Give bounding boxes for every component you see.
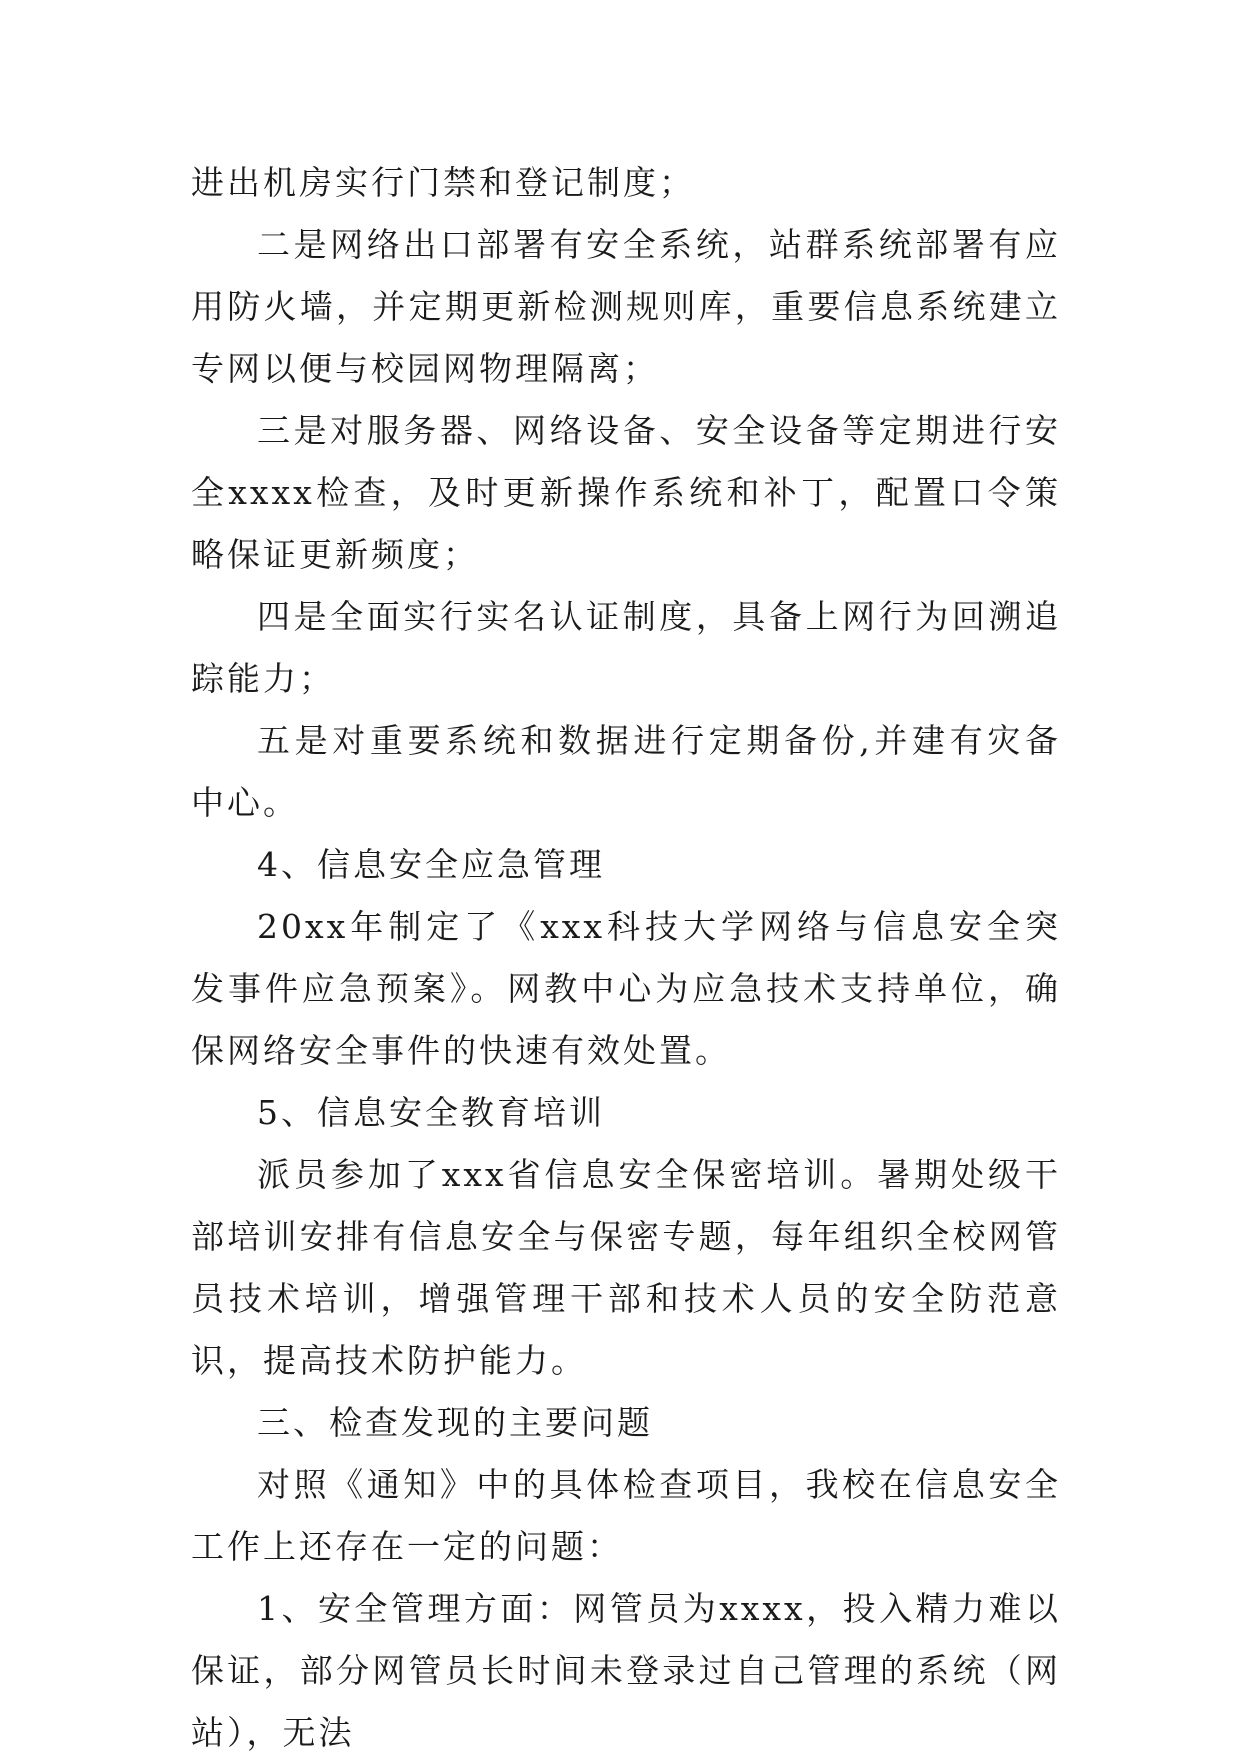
- paragraph-1: 进出机房实行门禁和登记制度；: [191, 163, 695, 202]
- paragraph-12: 1、安全管理方面：网管员为xxxx，投入精力难以保证，部分网管员长时间未登录过自己管理的系统（网站），无法: [191, 1589, 1061, 1752]
- paragraph-2: 二是网络出口部署有安全系统，站群系统部署有应用防火墙，并定期更新检测规则库，重要信息系统建立专网以便与校园网物理隔离；: [191, 225, 1061, 388]
- paragraph-7: 20xx年制定了《xxx科技大学网络与信息安全突发事件应急预案》。网教中心为应急技术支持单位，确保网络安全事件的快速有效处置。: [191, 907, 1061, 1070]
- paragraph-5: 五是对重要系统和数据进行定期备份,并建有灾备中心。: [191, 721, 1061, 822]
- paragraph-11: 对照《通知》中的具体检查项目，我校在信息安全工作上还存在一定的问题：: [191, 1465, 1061, 1566]
- paragraph-9: 派员参加了xxx省信息安全保密培训。暑期处级干部培训安排有信息安全与保密专题，每年组织全校网管员技术培训，增强管理干部和技术人员的安全防范意识，提高技术防护能力。: [191, 1155, 1061, 1380]
- paragraph-3: 三是对服务器、网络设备、安全设备等定期进行安全xxxx检查，及时更新操作系统和补丁，配置口令策略保证更新频度；: [191, 411, 1061, 574]
- body-text: [191, 152, 1061, 1764]
- section-heading-emergency: 4、信息安全应急管理: [257, 845, 605, 884]
- section-heading-problems: 三、检查发现的主要问题: [257, 1403, 653, 1442]
- paragraph-4: 四是全面实行实名认证制度，具备上网行为回溯追踪能力；: [191, 597, 1061, 698]
- section-heading-training: 5、信息安全教育培训: [257, 1093, 605, 1132]
